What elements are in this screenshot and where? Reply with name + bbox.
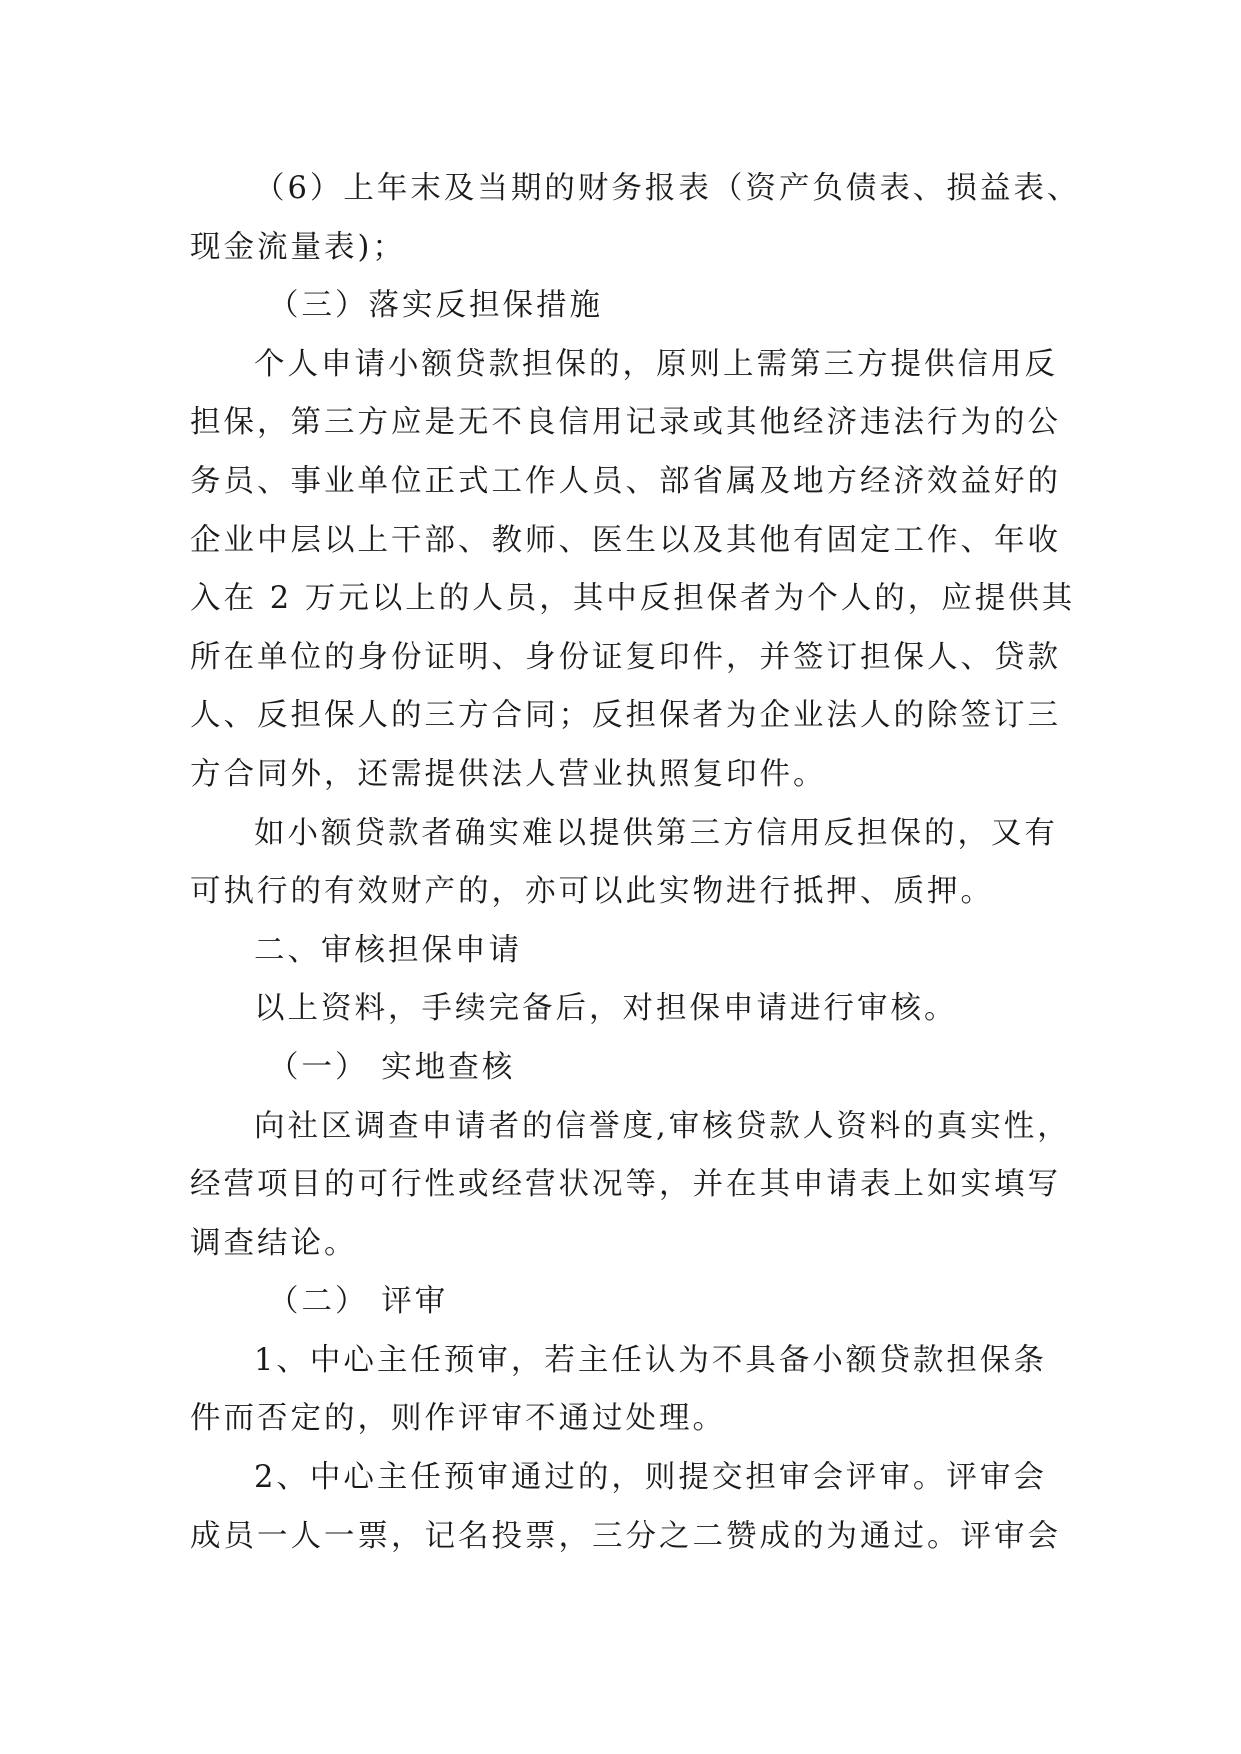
- paragraph-line: 调查结论。: [190, 1225, 358, 1261]
- document-body: [190, 160, 1081, 1566]
- paragraph-line: 现金流量表)；: [190, 229, 406, 265]
- paragraph-line: 以上资料，手续完备后，对担保申请进行审核。: [254, 991, 958, 1027]
- paragraph-line: 2、中心主任预审通过的，则提交担审会评审。评审会: [254, 1460, 1047, 1496]
- paragraph-line: 成员一人一票，记名投票，三分之二赞成的为通过。评审会: [190, 1518, 1061, 1554]
- paragraph-line: 人、反担保人的三方合同；反担保者为企业法人的除签订三: [190, 698, 1061, 734]
- section-heading: 二、审核担保申请: [254, 932, 522, 968]
- paragraph-line: 件而否定的，则作评审不通过处理。: [190, 1401, 726, 1437]
- paragraph-line: 可执行的有效财产的，亦可以此实物进行抵押、质押。: [190, 874, 994, 910]
- section-heading: （三）落实反担保措施: [268, 288, 603, 324]
- paragraph-line: 如小额贷款者确实难以提供第三方信用反担保的，又有: [254, 815, 1058, 851]
- section-heading: （一） 实地查核: [268, 1049, 516, 1085]
- paragraph-line: 向社区调查申请者的信誉度,审核贷款人资料的真实性，: [254, 1108, 1071, 1144]
- paragraph-line: 企业中层以上干部、教师、医生以及其他有固定工作、年收: [190, 522, 1061, 558]
- paragraph-line: 方合同外，还需提供法人营业执照复印件。: [190, 756, 827, 792]
- paragraph-line: 1、中心主任预审，若主任认为不具备小额贷款担保条: [254, 1342, 1047, 1378]
- paragraph-line: 个人申请小额贷款担保的，原则上需第三方提供信用反: [254, 346, 1058, 382]
- paragraph-line: 务员、事业单位正式工作人员、部省属及地方经济效益好的: [190, 463, 1061, 499]
- section-heading: （二） 评审: [268, 1284, 449, 1320]
- paragraph-line: 所在单位的身份证明、身份证复印件，并签订担保人、贷款: [190, 639, 1061, 675]
- paragraph-line: 经营项目的可行性或经营状况等，并在其申请表上如实填写: [190, 1167, 1061, 1203]
- paragraph-line: （6）上年末及当期的财务报表（资产负债表、损益表、: [254, 171, 1081, 206]
- paragraph-line: 担保，第三方应是无不良信用记录或其他经济违法行为的公: [190, 405, 1061, 441]
- paragraph-line: 入在 2 万元以上的人员，其中反担保者为个人的，应提供其: [190, 581, 1076, 617]
